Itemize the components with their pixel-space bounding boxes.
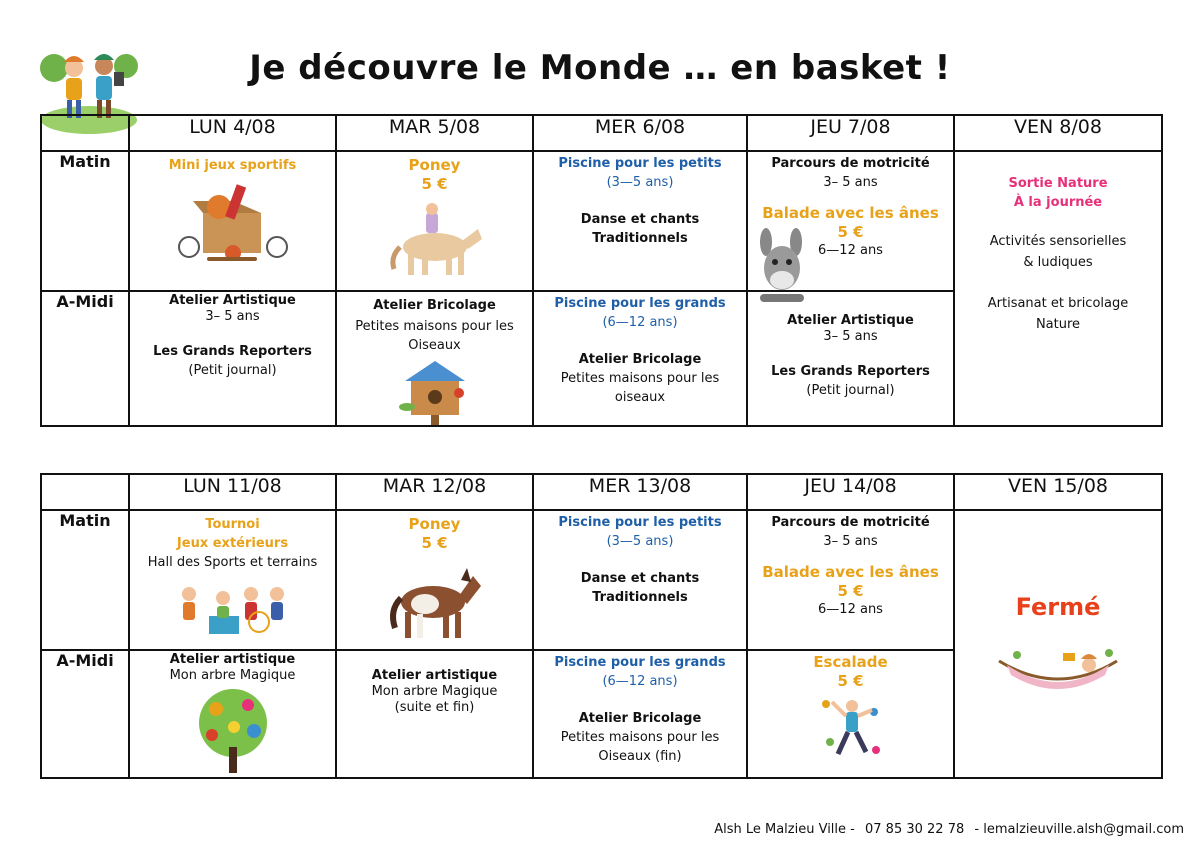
birdhouse-icon — [395, 357, 475, 425]
day-header: JEU 14/08 — [747, 474, 954, 510]
activity-ages: 3– 5 ans — [823, 329, 878, 344]
footer-phone[interactable]: 07 85 30 22 78 — [865, 822, 965, 837]
kids-playing-icon — [173, 578, 293, 640]
activity-cell — [336, 510, 533, 650]
hammock-icon — [993, 641, 1123, 701]
activity-title: Escalade — [813, 653, 888, 671]
donkey-icon — [752, 228, 812, 306]
activity-title: Mini jeux sportifs — [168, 158, 297, 173]
activity-title: Atelier artistique — [169, 652, 296, 667]
activity-cell — [129, 510, 336, 650]
activity-cell — [129, 151, 336, 291]
activity-line: (Petit journal) — [806, 383, 895, 398]
activity-title: Balade avec les ânes — [762, 204, 939, 222]
activity-ages: 3– 5 ans — [205, 309, 260, 324]
activity-title: Atelier Artistique — [169, 293, 296, 308]
activity-ages: 3– 5 ans — [823, 534, 878, 549]
activity-cell — [533, 510, 747, 650]
footer-email[interactable]: - lemalzieuville.alsh@gmail.com — [974, 822, 1184, 837]
activity-ages: (6—12 ans) — [602, 674, 678, 689]
week2-table — [40, 473, 1163, 779]
corner-cell — [41, 115, 129, 151]
day-header: MER 6/08 — [533, 115, 747, 151]
activity-title: Atelier Bricolage — [373, 298, 496, 313]
activity-cell — [954, 151, 1162, 426]
activity-title: Parcours de motricité — [771, 156, 930, 171]
activity-ages: (6—12 ans) — [602, 315, 678, 330]
activity-title: Poney — [408, 515, 461, 533]
activity-title: Jeux extérieurs — [176, 536, 289, 551]
day-header: MER 13/08 — [533, 474, 747, 510]
activity-line: (suite et fin) — [394, 700, 475, 715]
activity-cell — [533, 151, 747, 291]
activity-title: Danse et chants — [580, 571, 700, 586]
activity-title: Sortie Nature — [1008, 176, 1108, 191]
activity-line: & ludiques — [1023, 255, 1093, 270]
activity-line: Nature — [1035, 317, 1081, 332]
activity-title: Traditionnels — [592, 590, 688, 605]
activity-cell — [533, 650, 747, 778]
corner-cell — [41, 474, 129, 510]
pony-rider-icon — [380, 199, 490, 279]
day-header: VEN 15/08 — [954, 474, 1162, 510]
activity-cell — [954, 510, 1162, 778]
slot-label: Matin — [41, 151, 129, 291]
activity-line: Oiseaux — [408, 338, 461, 353]
activity-line: Petites maisons pour les — [560, 371, 720, 386]
activity-title: Piscine pour les petits — [558, 515, 722, 530]
activity-cell — [336, 650, 533, 778]
day-header: VEN 8/08 — [954, 115, 1162, 151]
activity-title: Piscine pour les petits — [558, 156, 722, 171]
activity-ages: 3– 5 ans — [823, 175, 878, 190]
activity-title: Tournoi — [205, 517, 260, 532]
activity-line: Petites maisons pour les — [355, 319, 514, 334]
activity-line: Hall des Sports et terrains — [147, 555, 318, 570]
slot-label: Matin — [41, 510, 129, 650]
closed-label: Fermé — [1015, 593, 1101, 621]
day-header: MAR 5/08 — [336, 115, 533, 151]
activity-price: 5 € — [421, 534, 448, 552]
day-header: LUN 4/08 — [129, 115, 336, 151]
sports-box-icon — [173, 181, 293, 263]
activity-title: Les Grands Reporters — [771, 364, 930, 379]
week1-table — [40, 114, 1163, 427]
activity-cell — [533, 291, 747, 426]
activity-ages: (3—5 ans) — [606, 534, 674, 549]
activity-title: Atelier Artistique — [787, 313, 914, 328]
activity-line: Mon arbre Magique — [371, 684, 498, 699]
activity-title: Les Grands Reporters — [153, 344, 312, 359]
activity-price: 5 € — [837, 223, 864, 241]
activity-line: Mon arbre Magique — [169, 668, 296, 683]
activity-title: À la journée — [1013, 195, 1103, 210]
page-title: Je découvre le Monde … en basket ! — [249, 48, 951, 88]
activity-ages: 6—12 ans — [818, 602, 883, 617]
activity-cell — [129, 650, 336, 778]
slot-label: A-Midi — [41, 291, 129, 426]
activity-ages: 6—12 ans — [818, 243, 883, 258]
activity-cell — [129, 291, 336, 426]
day-header: MAR 12/08 — [336, 474, 533, 510]
activity-price: 5 € — [837, 672, 864, 690]
activity-line: (Petit journal) — [188, 363, 277, 378]
activity-title: Poney — [408, 156, 461, 174]
footer-org: Alsh Le Malzieu Ville - — [714, 822, 855, 837]
tree-icon — [190, 687, 276, 775]
activity-title: Atelier Bricolage — [578, 711, 702, 726]
pony-icon — [385, 558, 485, 642]
activity-price: 5 € — [421, 175, 448, 193]
activity-cell — [747, 650, 954, 778]
activity-line: Oiseaux (fin) — [598, 749, 682, 764]
activity-title: Balade avec les ânes — [762, 563, 939, 581]
activity-title: Piscine pour les grands — [554, 655, 726, 670]
footer-contact — [708, 822, 1184, 837]
activity-cell — [747, 510, 954, 650]
activity-line: Activités sensorielles — [989, 234, 1127, 249]
activity-title: Atelier Bricolage — [578, 352, 702, 367]
activity-line: Artisanat et bricolage — [987, 296, 1129, 311]
activity-cell — [336, 291, 533, 426]
activity-cell — [747, 291, 954, 426]
activity-title: Atelier artistique — [371, 668, 498, 683]
activity-title: Danse et chants — [580, 212, 700, 227]
activity-cell — [336, 151, 533, 291]
activity-title: Piscine pour les grands — [554, 296, 726, 311]
day-header: LUN 11/08 — [129, 474, 336, 510]
activity-price: 5 € — [837, 582, 864, 600]
day-header: JEU 7/08 — [747, 115, 954, 151]
activity-title: Traditionnels — [592, 231, 688, 246]
activity-ages: (3—5 ans) — [606, 175, 674, 190]
climber-icon — [816, 692, 886, 768]
activity-title: Parcours de motricité — [771, 515, 930, 530]
activity-line: Petites maisons pour les — [560, 730, 720, 745]
activity-line: oiseaux — [614, 390, 666, 405]
slot-label: A-Midi — [41, 650, 129, 778]
activity-cell — [747, 151, 954, 291]
